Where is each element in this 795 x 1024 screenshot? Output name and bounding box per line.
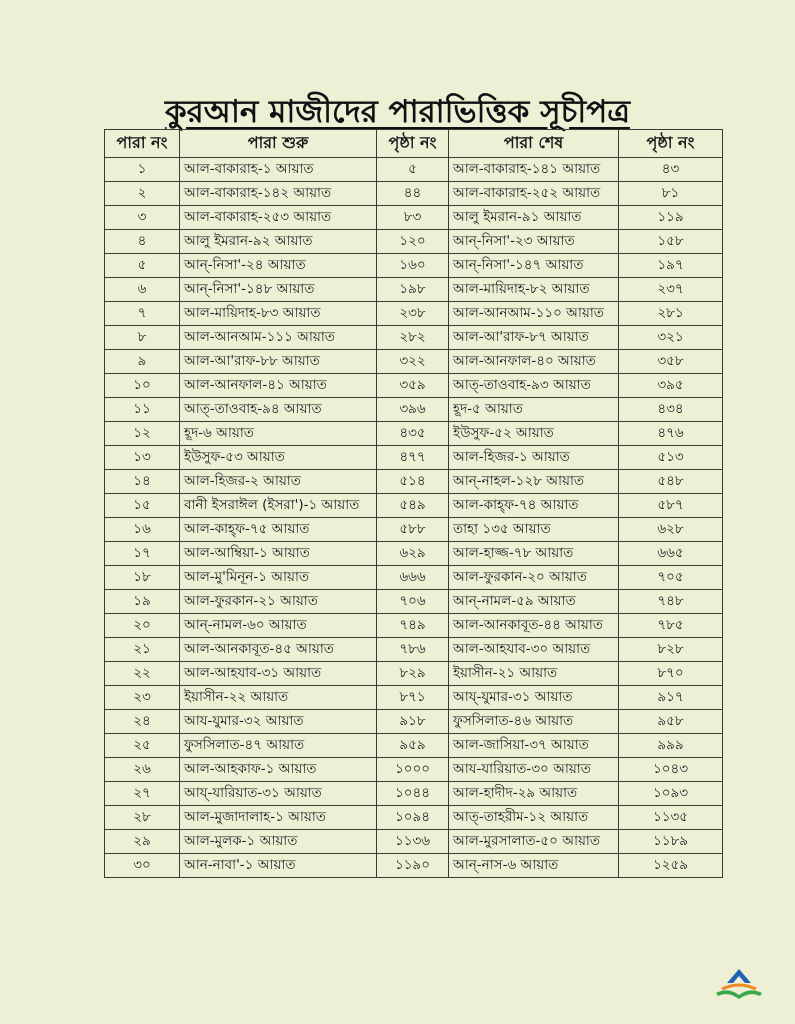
table-row xyxy=(105,590,723,614)
cell-para-end: আল-আনফাল-৪০ আয়াত xyxy=(449,350,619,374)
cell-para-start: ইউসুফ-৫৩ আয়াত xyxy=(180,446,377,470)
table-row xyxy=(105,182,723,206)
cell-end-page: ৪৩ xyxy=(619,158,723,182)
table-row xyxy=(105,614,723,638)
cell-para-number: ২৩ xyxy=(105,686,180,710)
cell-para-start: আল-আহযাব-৩১ আয়াত xyxy=(180,662,377,686)
table-row xyxy=(105,830,723,854)
cell-start-page: ৮৭১ xyxy=(377,686,449,710)
cell-para-start: আন্-নামল-৬০ আয়াত xyxy=(180,614,377,638)
cell-end-page: ৫১৩ xyxy=(619,446,723,470)
cell-end-page: ১১৯ xyxy=(619,206,723,230)
cell-para-end: আন্-নিসা'-১৪৭ আয়াত xyxy=(449,254,619,278)
cell-para-number: ২৭ xyxy=(105,782,180,806)
cell-start-page: ৯১৮ xyxy=(377,710,449,734)
cell-para-number: ১০ xyxy=(105,374,180,398)
cell-para-end: আন্-নামল-৫৯ আয়াত xyxy=(449,590,619,614)
header-end-page: পৃষ্ঠা নং xyxy=(619,130,723,158)
cell-para-number: ৭ xyxy=(105,302,180,326)
table-row xyxy=(105,302,723,326)
cell-para-number: ২১ xyxy=(105,638,180,662)
cell-start-page: ১০০০ xyxy=(377,758,449,782)
cell-para-start: আল-মুলক-১ আয়াত xyxy=(180,830,377,854)
cell-para-number: ২৪ xyxy=(105,710,180,734)
cell-end-page: ১২৫৯ xyxy=(619,854,723,878)
table-row xyxy=(105,398,723,422)
table-row xyxy=(105,422,723,446)
cell-end-page: ২৮১ xyxy=(619,302,723,326)
cell-start-page: ৭৮৬ xyxy=(377,638,449,662)
cell-end-page: ৩২১ xyxy=(619,326,723,350)
cell-start-page: ৫৪৯ xyxy=(377,494,449,518)
cell-para-number: ৬ xyxy=(105,278,180,302)
table-row xyxy=(105,638,723,662)
cell-end-page: ৮৭০ xyxy=(619,662,723,686)
cell-para-end: আত্-তাহরীম-১২ আয়াত xyxy=(449,806,619,830)
cell-para-end: হূদ-৫ আয়াত xyxy=(449,398,619,422)
cell-para-number: ২ xyxy=(105,182,180,206)
cell-para-number: ৩০ xyxy=(105,854,180,878)
cell-end-page: ১৫৮ xyxy=(619,230,723,254)
cell-start-page: ৩৫৯ xyxy=(377,374,449,398)
cell-para-start: আন-নাবা'-১ আয়াত xyxy=(180,854,377,878)
cell-para-number: ১৮ xyxy=(105,566,180,590)
cell-end-page: ২৩৭ xyxy=(619,278,723,302)
cell-para-start: আন্-নিসা'-১৪৮ আয়াত xyxy=(180,278,377,302)
cell-end-page: ১১৩৫ xyxy=(619,806,723,830)
cell-end-page: ৩৯৫ xyxy=(619,374,723,398)
cell-end-page: ১৯৭ xyxy=(619,254,723,278)
cell-start-page: ২৩৮ xyxy=(377,302,449,326)
cell-para-end: আল-জাসিয়া-৩৭ আয়াত xyxy=(449,734,619,758)
table-body xyxy=(105,158,723,878)
cell-para-start: হূদ-৬ আয়াত xyxy=(180,422,377,446)
cell-para-start: আল-হিজর-২ আয়াত xyxy=(180,470,377,494)
cell-end-page: ৩৫৮ xyxy=(619,350,723,374)
cell-end-page: ৬২৮ xyxy=(619,518,723,542)
cell-para-start: ইয়াসীন-২২ আয়াত xyxy=(180,686,377,710)
table-row xyxy=(105,566,723,590)
cell-para-end: আয্-যুমার-৩১ আয়াত xyxy=(449,686,619,710)
logo-roof xyxy=(727,969,751,983)
table-row xyxy=(105,518,723,542)
table-row xyxy=(105,230,723,254)
cell-para-number: ১৩ xyxy=(105,446,180,470)
table-row xyxy=(105,854,723,878)
cell-para-start: আল-আহকাফ-১ আয়াত xyxy=(180,758,377,782)
cell-end-page: ৭৮৫ xyxy=(619,614,723,638)
cell-para-end: ইউসুফ-৫২ আয়াত xyxy=(449,422,619,446)
table-row xyxy=(105,374,723,398)
cell-para-start: আলু ইমরান-৯২ আয়াত xyxy=(180,230,377,254)
cell-para-start: আল-কাহ্ফ-৭৫ আয়াত xyxy=(180,518,377,542)
cell-para-number: ১৬ xyxy=(105,518,180,542)
header-para-start: পারা শুরু xyxy=(180,130,377,158)
cell-para-start: আয-যুমার-৩২ আয়াত xyxy=(180,710,377,734)
cell-para-start: আল-আনফাল-৪১ আয়াত xyxy=(180,374,377,398)
cell-end-page: ৪৩৪ xyxy=(619,398,723,422)
cell-para-number: ১ xyxy=(105,158,180,182)
cell-start-page: ৮৩ xyxy=(377,206,449,230)
cell-para-end: আন্-নিসা'-২৩ আয়াত xyxy=(449,230,619,254)
cell-end-page: ১০৯৩ xyxy=(619,782,723,806)
cell-para-start: আল-আনকাবূত-৪৫ আয়াত xyxy=(180,638,377,662)
cell-para-number: ১৯ xyxy=(105,590,180,614)
cell-start-page: ১১৩৬ xyxy=(377,830,449,854)
cell-para-end: আল-মুরসালাত-৫০ আয়াত xyxy=(449,830,619,854)
cell-end-page: ৮২৮ xyxy=(619,638,723,662)
cell-end-page: ৬৬৫ xyxy=(619,542,723,566)
cell-para-number: ১২ xyxy=(105,422,180,446)
cell-para-end: আল-বাকারাহ-১৪১ আয়াত xyxy=(449,158,619,182)
cell-para-end: আত্-তাওবাহ-৯৩ আয়াত xyxy=(449,374,619,398)
cell-para-number: ৩ xyxy=(105,206,180,230)
cell-para-end: ইয়াসীন-২১ আয়াত xyxy=(449,662,619,686)
cell-start-page: ১১৯০ xyxy=(377,854,449,878)
header-start-page: পৃষ্ঠা নং xyxy=(377,130,449,158)
cell-end-page: ১০৪৩ xyxy=(619,758,723,782)
cell-para-end: আন্-নাহল-১২৮ আয়াত xyxy=(449,470,619,494)
table-row xyxy=(105,782,723,806)
cell-para-end: আন্-নাস-৬ আয়াত xyxy=(449,854,619,878)
cell-end-page: ৫৮৭ xyxy=(619,494,723,518)
cell-para-end: আল-হিজর-১ আয়াত xyxy=(449,446,619,470)
logo-arc xyxy=(722,985,756,989)
cell-para-end: আল-আনআম-১১০ আয়াত xyxy=(449,302,619,326)
cell-para-number: ৮ xyxy=(105,326,180,350)
cell-para-number: ২৫ xyxy=(105,734,180,758)
cell-para-number: ২২ xyxy=(105,662,180,686)
cell-start-page: ৬২৯ xyxy=(377,542,449,566)
table-row xyxy=(105,542,723,566)
table-row xyxy=(105,278,723,302)
cell-para-start: আল-আ'রাফ-৮৮ আয়াত xyxy=(180,350,377,374)
cell-start-page: ৭৪৯ xyxy=(377,614,449,638)
header-para-end: পারা শেষ xyxy=(449,130,619,158)
cell-para-end: আল-আহযাব-৩০ আয়াত xyxy=(449,638,619,662)
cell-para-end: আল-হাদীদ-২৯ আয়াত xyxy=(449,782,619,806)
table-row xyxy=(105,494,723,518)
table-row xyxy=(105,350,723,374)
cell-para-number: ৫ xyxy=(105,254,180,278)
table-row xyxy=(105,662,723,686)
cell-start-page: ৫১৪ xyxy=(377,470,449,494)
cell-para-number: ১৫ xyxy=(105,494,180,518)
cell-start-page: ৩২২ xyxy=(377,350,449,374)
cell-end-page: ৪৭৬ xyxy=(619,422,723,446)
cell-para-start: আল-বাকারাহ-২৫৩ আয়াত xyxy=(180,206,377,230)
cell-para-end: আল-ফুরকান-২০ আয়াত xyxy=(449,566,619,590)
cell-start-page: ৪৪ xyxy=(377,182,449,206)
cell-para-end: ফুসসিলাত-৪৬ আয়াত xyxy=(449,710,619,734)
cell-start-page: ৪৩৫ xyxy=(377,422,449,446)
table-row xyxy=(105,806,723,830)
cell-end-page: ৭০৫ xyxy=(619,566,723,590)
table-row xyxy=(105,206,723,230)
table-row xyxy=(105,758,723,782)
cell-start-page: ৭০৬ xyxy=(377,590,449,614)
cell-para-start: বানী ইসরাঈল (ইসরা')-১ আয়াত xyxy=(180,494,377,518)
cell-para-end: আল-কাহ্ফ-৭৪ আয়াত xyxy=(449,494,619,518)
cell-start-page: ৬৬৬ xyxy=(377,566,449,590)
publisher-logo-icon xyxy=(714,967,764,1001)
cell-start-page: ৯৫৯ xyxy=(377,734,449,758)
cell-para-start: আন্-নিসা'-২৪ আয়াত xyxy=(180,254,377,278)
table-row xyxy=(105,470,723,494)
cell-para-start: আল-মুজাদালাহ-১ আয়াত xyxy=(180,806,377,830)
cell-para-end: আয-যারিয়াত-৩০ আয়াত xyxy=(449,758,619,782)
cell-start-page: ২৮২ xyxy=(377,326,449,350)
cell-start-page: ১২০ xyxy=(377,230,449,254)
cell-start-page: ১০৪৪ xyxy=(377,782,449,806)
cell-start-page: ১৬০ xyxy=(377,254,449,278)
cell-end-page: ১১৮৯ xyxy=(619,830,723,854)
cell-para-number: ১৪ xyxy=(105,470,180,494)
cell-end-page: ৮১ xyxy=(619,182,723,206)
cell-para-start: আল-মায়িদাহ-৮৩ আয়াত xyxy=(180,302,377,326)
header-para-number: পারা নং xyxy=(105,130,180,158)
cell-start-page: ১৯৮ xyxy=(377,278,449,302)
cell-para-start: আল-আম্বিয়া-১ আয়াত xyxy=(180,542,377,566)
cell-para-end: আল-মায়িদাহ-৮২ আয়াত xyxy=(449,278,619,302)
logo-book xyxy=(716,990,762,999)
table-row xyxy=(105,326,723,350)
cell-para-end: তাহা ১৩৫ আয়াত xyxy=(449,518,619,542)
cell-para-number: ২৮ xyxy=(105,806,180,830)
cell-para-end: আল-আনকাবূত-৪৪ আয়াত xyxy=(449,614,619,638)
cell-para-number: ১৭ xyxy=(105,542,180,566)
cell-para-number: ১১ xyxy=(105,398,180,422)
cell-start-page: ৮২৯ xyxy=(377,662,449,686)
cell-start-page: ৫ xyxy=(377,158,449,182)
cell-start-page: ৩৯৬ xyxy=(377,398,449,422)
table-header-row xyxy=(105,130,723,158)
cell-para-number: ৪ xyxy=(105,230,180,254)
table-row xyxy=(105,158,723,182)
cell-para-number: ২৯ xyxy=(105,830,180,854)
table-row xyxy=(105,254,723,278)
cell-para-start: ফুসসিলাত-৪৭ আয়াত xyxy=(180,734,377,758)
cell-start-page: ৫৮৮ xyxy=(377,518,449,542)
cell-start-page: ১০৯৪ xyxy=(377,806,449,830)
table-row xyxy=(105,686,723,710)
cell-end-page: ৫৪৮ xyxy=(619,470,723,494)
cell-para-start: আয্-যারিয়াত-৩১ আয়াত xyxy=(180,782,377,806)
cell-para-end: আল-বাকারাহ-২৫২ আয়াত xyxy=(449,182,619,206)
table-row xyxy=(105,710,723,734)
table-row xyxy=(105,446,723,470)
para-index-table xyxy=(104,129,723,878)
page-title: কুরআন মাজীদের পারাভিত্তিক সূচীপত্র xyxy=(164,94,631,130)
cell-para-end: আলু ইমরান-৯১ আয়াত xyxy=(449,206,619,230)
cell-para-start: আল-মু'মিনূন-১ আয়াত xyxy=(180,566,377,590)
cell-para-number: ২৬ xyxy=(105,758,180,782)
cell-para-start: আল-বাকারাহ-১৪২ আয়াত xyxy=(180,182,377,206)
cell-end-page: ৯১৭ xyxy=(619,686,723,710)
cell-para-end: আল-হাজ্জ-৭৮ আয়াত xyxy=(449,542,619,566)
cell-end-page: ৭৪৮ xyxy=(619,590,723,614)
table-row xyxy=(105,734,723,758)
cell-para-end: আল-আ'রাফ-৮৭ আয়াত xyxy=(449,326,619,350)
cell-para-start: আল-আনআম-১১১ আয়াত xyxy=(180,326,377,350)
cell-para-number: ৯ xyxy=(105,350,180,374)
cell-start-page: ৪৭৭ xyxy=(377,446,449,470)
cell-para-start: আত্-তাওবাহ-৯৪ আয়াত xyxy=(180,398,377,422)
cell-para-start: আল-ফুরকান-২১ আয়াত xyxy=(180,590,377,614)
cell-end-page: ৯৯৯ xyxy=(619,734,723,758)
cell-end-page: ৯৫৮ xyxy=(619,710,723,734)
cell-para-start: আল-বাকারাহ-১ আয়াত xyxy=(180,158,377,182)
cell-para-number: ২০ xyxy=(105,614,180,638)
